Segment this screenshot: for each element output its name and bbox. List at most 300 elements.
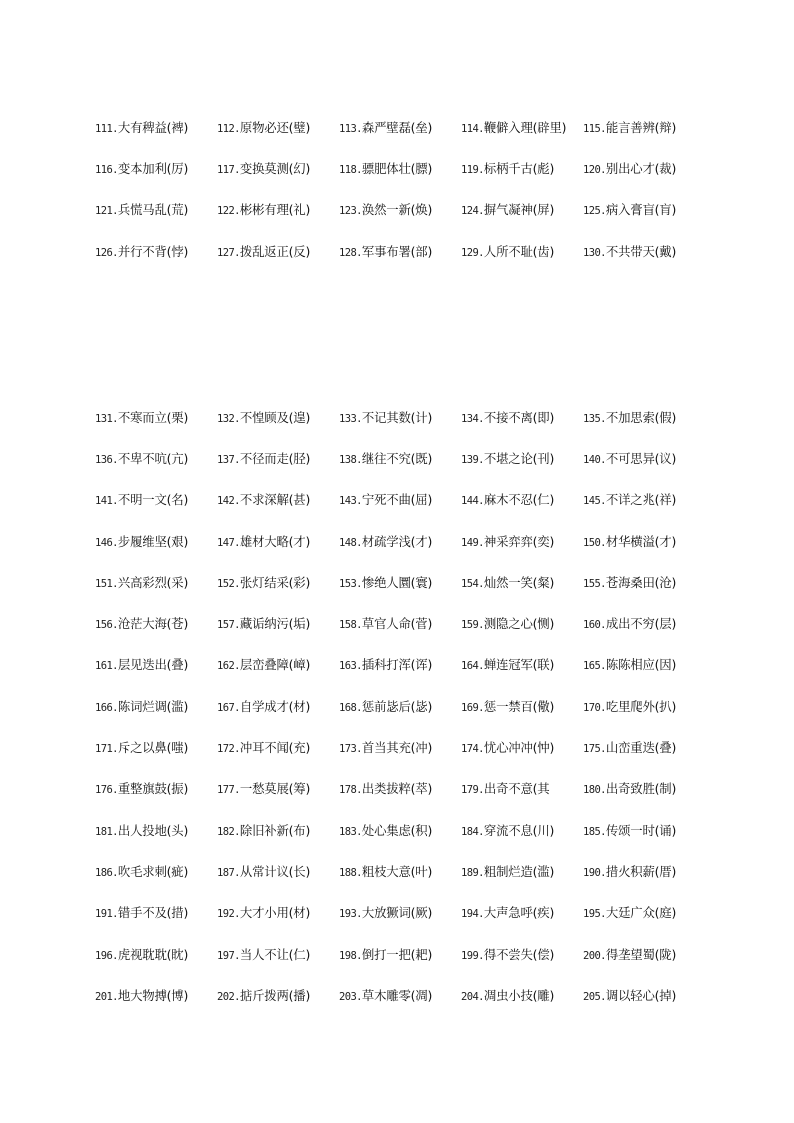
entry-text: 别出心才(裁) bbox=[605, 160, 677, 176]
idiom-entry bbox=[583, 945, 705, 963]
entry-text: 掂斤拨两(播) bbox=[239, 987, 311, 1003]
entry-text: 吃里爬外(扒) bbox=[605, 698, 677, 714]
entry-text: 当人不让(仁) bbox=[239, 946, 311, 962]
idiom-entry bbox=[461, 118, 583, 136]
idiom-entry bbox=[583, 532, 705, 550]
entry-number: 177. bbox=[217, 784, 240, 797]
idiom-entry bbox=[461, 614, 583, 632]
idiom-entry bbox=[217, 862, 339, 880]
entry-text: 出类拔粹(萃) bbox=[361, 781, 433, 797]
idiom-entry bbox=[339, 903, 461, 921]
idiom-entry bbox=[339, 821, 461, 839]
entry-text: 大廷广众(庭) bbox=[605, 905, 677, 921]
idiom-entry bbox=[95, 821, 217, 839]
entry-text: 雄材大略(才) bbox=[239, 533, 311, 549]
entry-number: 115. bbox=[583, 122, 606, 135]
entry-text: 军事布署(部) bbox=[361, 243, 433, 259]
idiom-entry bbox=[217, 532, 339, 550]
idiom-entry bbox=[95, 697, 217, 715]
idiom-row bbox=[95, 974, 705, 1015]
idiom-entry bbox=[217, 159, 339, 177]
idiom-entry bbox=[339, 242, 461, 260]
entry-text: 一愁莫展(筹) bbox=[239, 781, 311, 797]
entry-text: 不加思索(假) bbox=[605, 409, 677, 425]
idiom-entry bbox=[461, 532, 583, 550]
entry-text: 倒打一把(耙) bbox=[361, 946, 433, 962]
entry-text: 不可思异(议) bbox=[605, 450, 677, 466]
idiom-entry bbox=[461, 159, 583, 177]
entry-number: 129. bbox=[461, 246, 484, 259]
entry-number: 187. bbox=[217, 866, 240, 879]
idiom-row bbox=[95, 189, 705, 230]
entry-text: 不寒而立(栗) bbox=[117, 409, 189, 425]
entry-text: 能言善辨(辩) bbox=[605, 119, 677, 135]
entry-number: 168. bbox=[339, 701, 362, 714]
entry-number: 185. bbox=[583, 825, 606, 838]
idiom-entry bbox=[461, 903, 583, 921]
entry-number: 196. bbox=[95, 949, 118, 962]
entry-text: 出人投地(头) bbox=[117, 822, 189, 838]
entry-number: 111. bbox=[95, 122, 118, 135]
entry-text: 不惶顾及(遑) bbox=[239, 409, 311, 425]
entry-text: 惩一禁百(儆) bbox=[483, 698, 555, 714]
idiom-entry bbox=[583, 242, 705, 260]
entry-text: 原物必还(璧) bbox=[239, 119, 311, 135]
entry-text: 虎视耽耽(眈) bbox=[117, 946, 189, 962]
idiom-entry bbox=[95, 573, 217, 591]
entry-text: 不记其数(计) bbox=[361, 409, 433, 425]
idiom-row bbox=[95, 809, 705, 850]
idiom-entry bbox=[339, 449, 461, 467]
entry-number: 151. bbox=[95, 577, 118, 590]
idiom-entry bbox=[583, 903, 705, 921]
entry-number: 138. bbox=[339, 453, 362, 466]
entry-text: 调以轻心(掉) bbox=[605, 987, 677, 1003]
entry-number: 136. bbox=[95, 453, 118, 466]
idiom-section-2 bbox=[95, 396, 705, 1015]
entry-number: 112. bbox=[217, 122, 240, 135]
entry-number: 179. bbox=[461, 784, 484, 797]
entry-text: 自学成才(材) bbox=[239, 698, 311, 714]
entry-text: 涣然一新(焕) bbox=[361, 202, 433, 218]
entry-text: 措火积薪(厝) bbox=[605, 863, 677, 879]
idiom-entry bbox=[339, 697, 461, 715]
idiom-entry bbox=[583, 614, 705, 632]
entry-text: 苍海桑田(沧) bbox=[605, 574, 677, 590]
idiom-entry bbox=[95, 779, 217, 797]
idiom-row bbox=[95, 685, 705, 726]
entry-text: 凋虫小技(雕) bbox=[483, 987, 555, 1003]
idiom-entry bbox=[95, 408, 217, 426]
entry-text: 粗制烂造(滥) bbox=[483, 863, 555, 879]
entry-text: 变本加利(厉) bbox=[117, 160, 189, 176]
idiom-entry bbox=[95, 159, 217, 177]
idiom-entry bbox=[217, 986, 339, 1004]
idiom-entry bbox=[217, 490, 339, 508]
idiom-entry bbox=[339, 490, 461, 508]
entry-number: 135. bbox=[583, 412, 606, 425]
entry-text: 大有稗益(裨) bbox=[117, 119, 189, 135]
idiom-entry bbox=[217, 200, 339, 218]
entry-number: 134. bbox=[461, 412, 484, 425]
entry-text: 不共带天(戴) bbox=[605, 243, 677, 259]
idiom-entry bbox=[95, 118, 217, 136]
entry-number: 195. bbox=[583, 908, 606, 921]
entry-text: 错手不及(措) bbox=[117, 905, 189, 921]
entry-number: 128. bbox=[339, 246, 362, 259]
entry-number: 147. bbox=[217, 536, 240, 549]
entry-number: 181. bbox=[95, 825, 118, 838]
idiom-entry bbox=[95, 490, 217, 508]
entry-number: 166. bbox=[95, 701, 118, 714]
entry-number: 157. bbox=[217, 619, 240, 632]
idiom-entry bbox=[95, 242, 217, 260]
entry-text: 从常计议(长) bbox=[239, 863, 311, 879]
entry-text: 继往不究(既) bbox=[361, 450, 433, 466]
idiom-entry bbox=[339, 200, 461, 218]
idiom-entry bbox=[461, 945, 583, 963]
idiom-row bbox=[95, 933, 705, 974]
entry-text: 地大物搏(博) bbox=[117, 987, 189, 1003]
idiom-row bbox=[95, 726, 705, 767]
entry-number: 130. bbox=[583, 246, 606, 259]
idiom-entry bbox=[583, 573, 705, 591]
idiom-entry bbox=[461, 697, 583, 715]
idiom-entry bbox=[339, 573, 461, 591]
entry-text: 沧茫大海(苍) bbox=[117, 616, 189, 632]
idiom-row bbox=[95, 230, 705, 271]
idiom-entry bbox=[95, 614, 217, 632]
idiom-entry bbox=[461, 573, 583, 591]
idiom-entry bbox=[339, 118, 461, 136]
entry-number: 175. bbox=[583, 743, 606, 756]
entry-number: 183. bbox=[339, 825, 362, 838]
idiom-row bbox=[95, 479, 705, 520]
entry-number: 145. bbox=[583, 495, 606, 508]
entry-number: 123. bbox=[339, 205, 362, 218]
idiom-row bbox=[95, 850, 705, 891]
entry-text: 斥之以鼻(嗤) bbox=[117, 740, 189, 756]
entry-text: 鞭僻入理(辟里) bbox=[483, 119, 567, 135]
entry-number: 188. bbox=[339, 866, 362, 879]
entry-number: 197. bbox=[217, 949, 240, 962]
idiom-entry bbox=[339, 779, 461, 797]
entry-number: 156. bbox=[95, 619, 118, 632]
entry-text: 粗枝大意(叶) bbox=[361, 863, 433, 879]
entry-text: 重整旗鼓(振) bbox=[117, 781, 189, 797]
idiom-entry bbox=[217, 779, 339, 797]
entry-text: 病入膏盲(肓) bbox=[605, 202, 677, 218]
idiom-entry bbox=[217, 655, 339, 673]
entry-text: 冲耳不闻(充) bbox=[239, 740, 311, 756]
entry-text: 陈陈相应(因) bbox=[605, 657, 677, 673]
entry-number: 178. bbox=[339, 784, 362, 797]
idiom-entry bbox=[339, 614, 461, 632]
idiom-entry bbox=[217, 573, 339, 591]
idiom-entry bbox=[583, 118, 705, 136]
idiom-entry bbox=[217, 242, 339, 260]
idiom-entry bbox=[339, 655, 461, 673]
entry-text: 不径而走(胫) bbox=[239, 450, 311, 466]
idiom-entry bbox=[217, 945, 339, 963]
entry-text: 大放獗词(厥) bbox=[361, 905, 433, 921]
entry-text: 层见迭出(叠) bbox=[117, 657, 189, 673]
idiom-entry bbox=[217, 449, 339, 467]
idiom-entry bbox=[583, 779, 705, 797]
entry-text: 惩前毖后(毖) bbox=[361, 698, 433, 714]
idiom-entry bbox=[461, 242, 583, 260]
entry-text: 忧心冲冲(忡) bbox=[483, 740, 555, 756]
idiom-entry bbox=[95, 945, 217, 963]
entry-number: 148. bbox=[339, 536, 362, 549]
entry-number: 165. bbox=[583, 660, 606, 673]
entry-text: 测隐之心(恻) bbox=[483, 616, 555, 632]
entry-text: 吹毛求刺(疵) bbox=[117, 863, 189, 879]
entry-number: 194. bbox=[461, 908, 484, 921]
entry-number: 127. bbox=[217, 246, 240, 259]
entry-number: 142. bbox=[217, 495, 240, 508]
idiom-row bbox=[95, 147, 705, 188]
entry-number: 144. bbox=[461, 495, 484, 508]
entry-number: 198. bbox=[339, 949, 362, 962]
idiom-entry bbox=[95, 862, 217, 880]
entry-number: 118. bbox=[339, 163, 362, 176]
entry-text: 成出不穷(层) bbox=[605, 616, 677, 632]
entry-number: 180. bbox=[583, 784, 606, 797]
entry-text: 得不尝失(偿) bbox=[483, 946, 555, 962]
idiom-entry bbox=[217, 738, 339, 756]
idiom-entry bbox=[217, 821, 339, 839]
entry-text: 蝉连冠军(联) bbox=[483, 657, 555, 673]
idiom-entry bbox=[217, 903, 339, 921]
entry-text: 标柄千古(彪) bbox=[483, 160, 555, 176]
idiom-row bbox=[95, 437, 705, 478]
idiom-entry bbox=[583, 200, 705, 218]
entry-text: 步履维坚(艰) bbox=[117, 533, 189, 549]
idiom-entry bbox=[583, 738, 705, 756]
idiom-entry bbox=[583, 986, 705, 1004]
entry-text: 材疏学浅(才) bbox=[361, 533, 433, 549]
entry-number: 159. bbox=[461, 619, 484, 632]
entry-text: 拨乱返正(反) bbox=[239, 243, 311, 259]
idiom-section-1 bbox=[95, 106, 705, 271]
entry-number: 172. bbox=[217, 743, 240, 756]
idiom-row bbox=[95, 644, 705, 685]
entry-text: 不卑不吭(亢) bbox=[117, 450, 189, 466]
entry-number: 132. bbox=[217, 412, 240, 425]
idiom-entry bbox=[583, 862, 705, 880]
idiom-entry bbox=[583, 159, 705, 177]
entry-text: 宁死不曲(屈) bbox=[361, 492, 433, 508]
idiom-entry bbox=[217, 408, 339, 426]
entry-number: 141. bbox=[95, 495, 118, 508]
entry-text: 山峦重迭(叠) bbox=[605, 740, 677, 756]
entry-text: 惨绝人圜(寰) bbox=[361, 574, 433, 590]
entry-text: 并行不背(悖) bbox=[117, 243, 189, 259]
entry-number: 204. bbox=[461, 990, 484, 1003]
entry-number: 201. bbox=[95, 990, 118, 1003]
idiom-entry bbox=[583, 655, 705, 673]
idiom-entry bbox=[217, 697, 339, 715]
entry-text: 大才小用(材) bbox=[239, 905, 311, 921]
entry-number: 167. bbox=[217, 701, 240, 714]
entry-number: 161. bbox=[95, 660, 118, 673]
entry-number: 193. bbox=[339, 908, 362, 921]
idiom-row bbox=[95, 561, 705, 602]
entry-text: 首当其充(冲) bbox=[361, 740, 433, 756]
entry-number: 149. bbox=[461, 536, 484, 549]
entry-number: 182. bbox=[217, 825, 240, 838]
idiom-entry bbox=[217, 614, 339, 632]
idiom-entry bbox=[583, 821, 705, 839]
entry-number: 153. bbox=[339, 577, 362, 590]
idiom-row bbox=[95, 602, 705, 643]
idiom-entry bbox=[95, 738, 217, 756]
entry-number: 186. bbox=[95, 866, 118, 879]
entry-number: 200. bbox=[583, 949, 606, 962]
entry-number: 137. bbox=[217, 453, 240, 466]
entry-text: 出奇不意(其 bbox=[483, 781, 550, 797]
entry-number: 122. bbox=[217, 205, 240, 218]
entry-text: 不详之兆(祥) bbox=[605, 492, 677, 508]
entry-number: 154. bbox=[461, 577, 484, 590]
idiom-row bbox=[95, 106, 705, 147]
entry-text: 层峦叠障(嶂) bbox=[239, 657, 311, 673]
entry-number: 176. bbox=[95, 784, 118, 797]
entry-number: 139. bbox=[461, 453, 484, 466]
entry-number: 173. bbox=[339, 743, 362, 756]
entry-number: 162. bbox=[217, 660, 240, 673]
entry-text: 麻木不忍(仁) bbox=[483, 492, 555, 508]
idiom-row bbox=[95, 520, 705, 561]
idiom-entry bbox=[95, 449, 217, 467]
entry-number: 133. bbox=[339, 412, 362, 425]
idiom-entry bbox=[339, 408, 461, 426]
entry-text: 草官人命(菅) bbox=[361, 616, 433, 632]
idiom-entry bbox=[95, 532, 217, 550]
entry-number: 155. bbox=[583, 577, 606, 590]
entry-number: 117. bbox=[217, 163, 240, 176]
idiom-entry bbox=[461, 449, 583, 467]
entry-number: 120. bbox=[583, 163, 606, 176]
entry-text: 大声急呼(疾) bbox=[483, 905, 555, 921]
entry-number: 126. bbox=[95, 246, 118, 259]
entry-text: 穿流不息(川) bbox=[483, 822, 555, 838]
idiom-entry bbox=[461, 738, 583, 756]
entry-text: 不明一文(名) bbox=[117, 492, 189, 508]
idiom-entry bbox=[461, 200, 583, 218]
entry-number: 184. bbox=[461, 825, 484, 838]
idiom-entry bbox=[461, 655, 583, 673]
entry-number: 121. bbox=[95, 205, 118, 218]
entry-number: 140. bbox=[583, 453, 606, 466]
entry-text: 张灯结采(彩) bbox=[239, 574, 311, 590]
idiom-row bbox=[95, 396, 705, 437]
entry-number: 152. bbox=[217, 577, 240, 590]
entry-number: 124. bbox=[461, 205, 484, 218]
entry-text: 传颂一时(诵) bbox=[605, 822, 677, 838]
entry-text: 摒气凝神(屏) bbox=[483, 202, 555, 218]
idiom-entry bbox=[339, 986, 461, 1004]
idiom-entry bbox=[461, 821, 583, 839]
entry-number: 169. bbox=[461, 701, 484, 714]
entry-number: 199. bbox=[461, 949, 484, 962]
entry-text: 人所不耻(齿) bbox=[483, 243, 555, 259]
entry-number: 174. bbox=[461, 743, 484, 756]
entry-text: 除旧补新(布) bbox=[239, 822, 311, 838]
entry-number: 113. bbox=[339, 122, 362, 135]
entry-text: 不求深解(甚) bbox=[239, 492, 311, 508]
idiom-entry bbox=[461, 408, 583, 426]
idiom-entry bbox=[461, 862, 583, 880]
entry-text: 兵慌马乱(荒) bbox=[117, 202, 189, 218]
entry-number: 131. bbox=[95, 412, 118, 425]
idiom-entry bbox=[339, 532, 461, 550]
idiom-entry bbox=[95, 655, 217, 673]
entry-text: 出奇致胜(制) bbox=[605, 781, 677, 797]
entry-number: 190. bbox=[583, 866, 606, 879]
entry-number: 160. bbox=[583, 619, 606, 632]
entry-text: 陈词烂调(滥) bbox=[117, 698, 189, 714]
entry-text: 草木雕零(凋) bbox=[361, 987, 433, 1003]
idiom-entry bbox=[583, 697, 705, 715]
entry-text: 不接不离(即) bbox=[483, 409, 555, 425]
entry-text: 灿然一笑(粲) bbox=[483, 574, 555, 590]
entry-number: 116. bbox=[95, 163, 118, 176]
idiom-entry bbox=[339, 862, 461, 880]
idiom-entry bbox=[583, 449, 705, 467]
entry-text: 处心集虑(积) bbox=[361, 822, 433, 838]
entry-number: 119. bbox=[461, 163, 484, 176]
entry-text: 插科打浑(诨) bbox=[361, 657, 433, 673]
entry-number: 171. bbox=[95, 743, 118, 756]
entry-number: 164. bbox=[461, 660, 484, 673]
entry-text: 得垄望蜀(陇) bbox=[605, 946, 677, 962]
entry-number: 170. bbox=[583, 701, 606, 714]
idiom-entry bbox=[583, 408, 705, 426]
entry-number: 146. bbox=[95, 536, 118, 549]
entry-text: 神采弈弈(奕) bbox=[483, 533, 555, 549]
entry-number: 125. bbox=[583, 205, 606, 218]
entry-text: 彬彬有理(礼) bbox=[239, 202, 311, 218]
entry-text: 不堪之论(刊) bbox=[483, 450, 555, 466]
entry-number: 191. bbox=[95, 908, 118, 921]
idiom-entry bbox=[461, 986, 583, 1004]
idiom-entry bbox=[95, 986, 217, 1004]
entry-text: 藏诟纳污(垢) bbox=[239, 616, 311, 632]
entry-text: 骠肥体壮(膘) bbox=[361, 160, 433, 176]
idiom-entry bbox=[461, 779, 583, 797]
idiom-entry bbox=[95, 200, 217, 218]
entry-number: 143. bbox=[339, 495, 362, 508]
entry-number: 202. bbox=[217, 990, 240, 1003]
entry-text: 兴高彩烈(采) bbox=[117, 574, 189, 590]
entry-number: 163. bbox=[339, 660, 362, 673]
idiom-entry bbox=[339, 738, 461, 756]
entry-text: 变换莫测(幻) bbox=[239, 160, 311, 176]
entry-text: 材华横溢(才) bbox=[605, 533, 677, 549]
idiom-row bbox=[95, 892, 705, 933]
idiom-entry bbox=[339, 159, 461, 177]
entry-number: 189. bbox=[461, 866, 484, 879]
entry-number: 114. bbox=[461, 122, 484, 135]
entry-number: 192. bbox=[217, 908, 240, 921]
entry-number: 203. bbox=[339, 990, 362, 1003]
entry-number: 150. bbox=[583, 536, 606, 549]
idiom-entry bbox=[217, 118, 339, 136]
idiom-entry bbox=[583, 490, 705, 508]
idiom-entry bbox=[339, 945, 461, 963]
